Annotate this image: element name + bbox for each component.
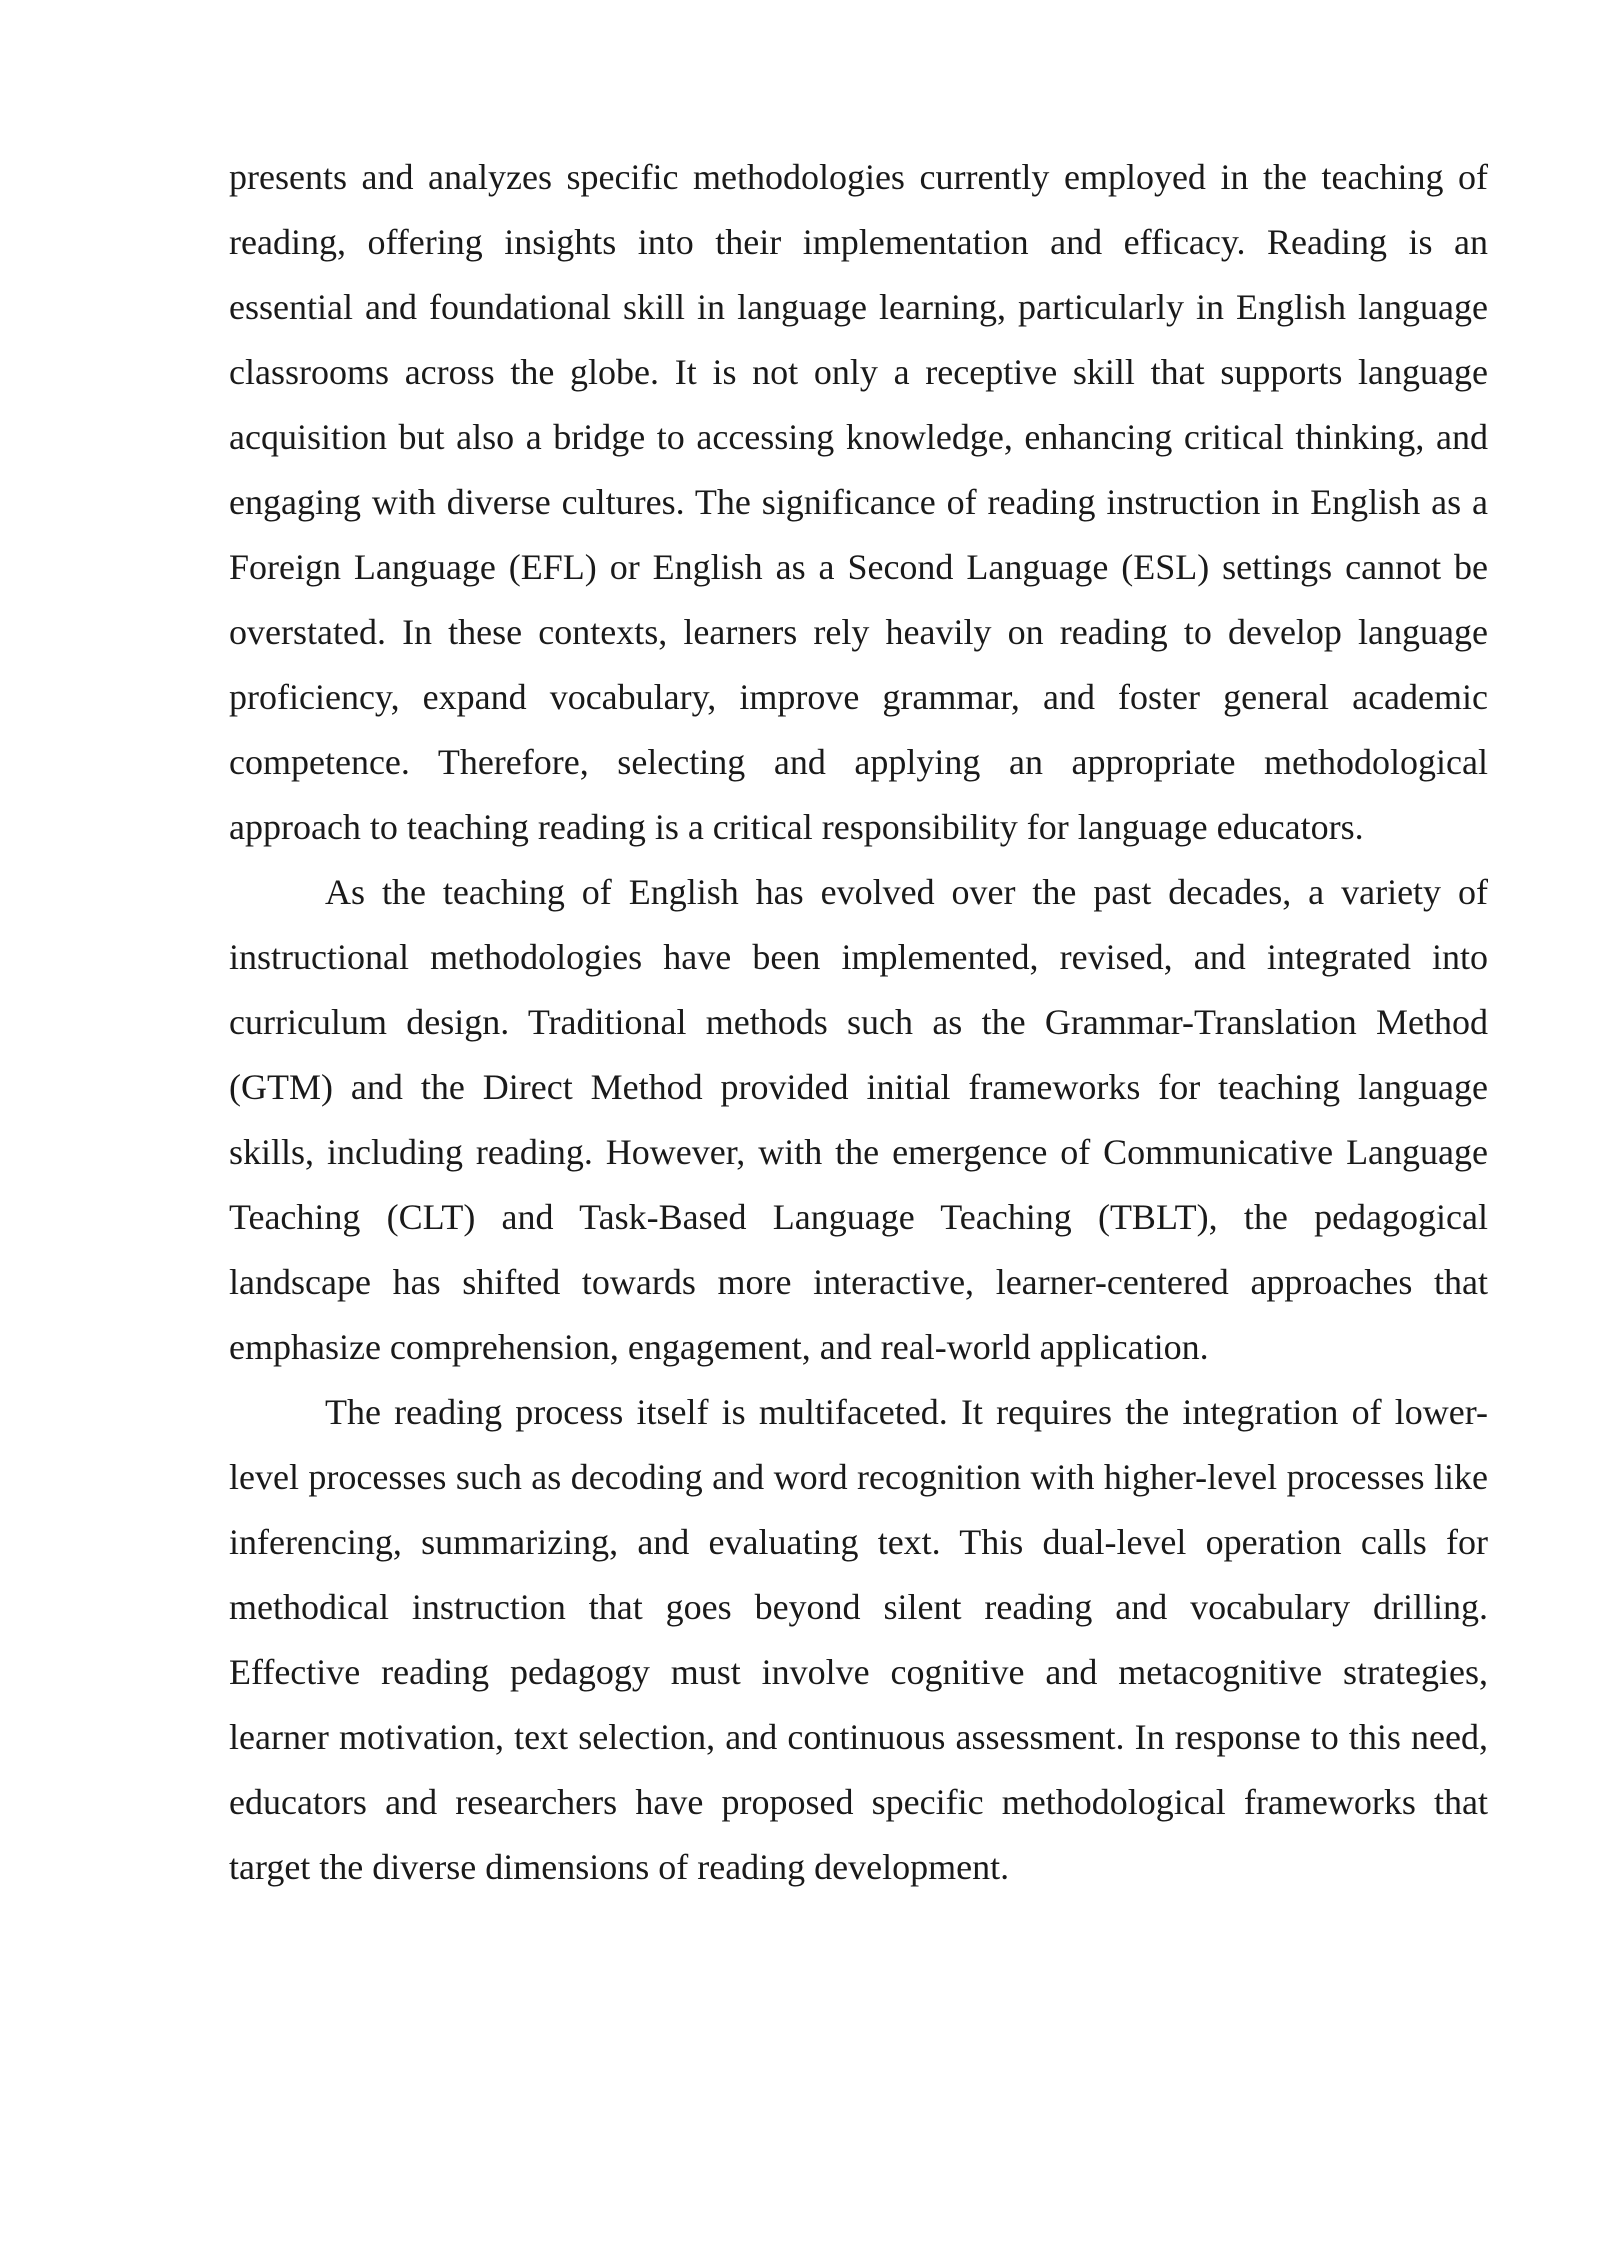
document-body	[229, 145, 1488, 1900]
paragraph-1: presents and analyzes specific methodologies currently employed in the teaching of reading, offering insights into their implementation and efficacy. Reading is an essential and foundational skill in language learning, particularly in English language classrooms across the globe. It is not only a receptive skill that supports language acquisition but also a bridge to accessing knowledge, enhancing critical thinking, and engaging with diverse cultures. The significance of reading instruction in English as a Foreign Language (EFL) or English as a Second Language (ESL) settings cannot be overstated. In these contexts, learners rely heavily on reading to develop language proficiency, expand vocabulary, improve grammar, and foster general academic competence. Therefore, selecting and applying an appropriate methodological approach to teaching reading is a critical responsibility for language educators.	[229, 157, 1488, 847]
paragraph-3: The reading process itself is multifaceted. It requires the integration of lower-level processes such as decoding and word recognition with higher-level processes like inferencing, summarizing, and evaluating text. This dual-level operation calls for methodical instruction that goes beyond silent reading and vocabulary drilling. Effective reading pedagogy must involve cognitive and metacognitive strategies, learner motivation, text selection, and continuous assessment. In response to this need, educators and researchers have proposed specific methodological frameworks that target the diverse dimensions of reading development.	[229, 1392, 1488, 1887]
paragraph-2: As the teaching of English has evolved over the past decades, a variety of instructional methodologies have been implemented, revised, and integrated into curriculum design. Traditional methods such as the Grammar-Translation Method (GTM) and the Direct Method provided initial frameworks for teaching language skills, including reading. However, with the emergence of Communicative Language Teaching (CLT) and Task-Based Language Teaching (TBLT), the pedagogical landscape has shifted towards more interactive, learner-centered approaches that emphasize comprehension, engagement, and real-world application.	[229, 872, 1488, 1367]
